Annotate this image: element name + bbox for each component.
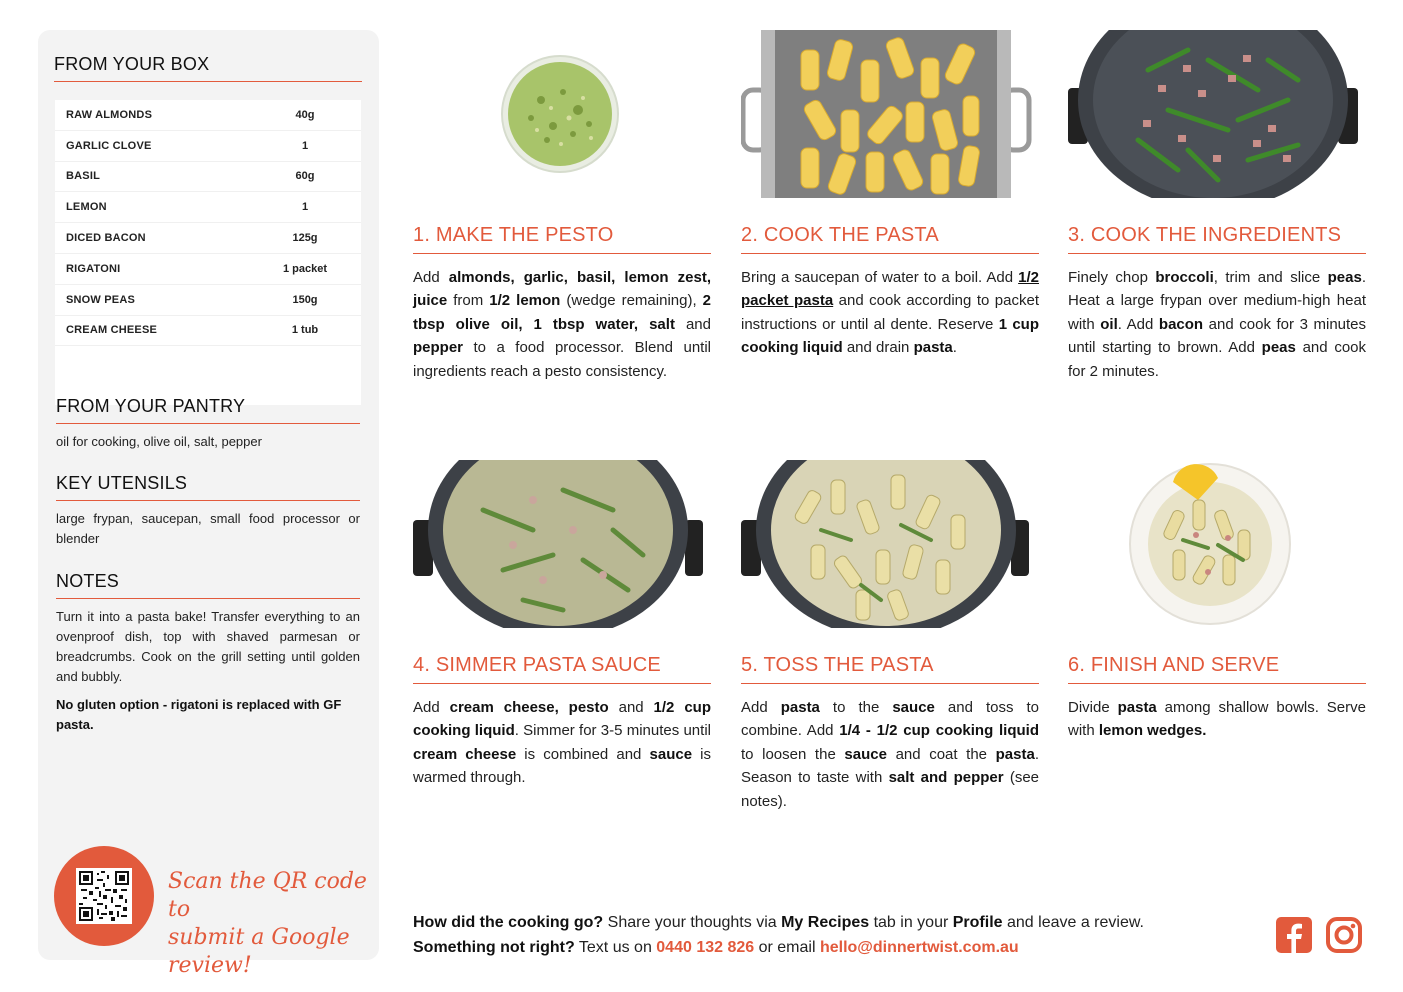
- qr-caption: [168, 868, 368, 980]
- divider: [413, 253, 711, 254]
- divider: [56, 500, 360, 501]
- notes-gluten-free: No gluten option - rigatoni is replaced with GF pasta.: [56, 697, 342, 732]
- utensils-text: large frypan, saucepan, small food processor or blender: [56, 511, 360, 546]
- ingredient-row: [55, 316, 361, 347]
- utensils-title: KEY UTENSILS: [56, 473, 188, 493]
- ingredient-row: [55, 100, 361, 131]
- sidebar: [38, 30, 379, 978]
- ingredient-qty: 1: [301, 139, 309, 152]
- ingredient-qty: 1 tub: [291, 324, 319, 337]
- instagram-icon[interactable]: [1325, 916, 1363, 954]
- step-1: [413, 30, 711, 383]
- step-title: 3. COOK THE INGREDIENTS: [1068, 224, 1342, 246]
- divider: [1068, 683, 1366, 684]
- ingredient-qty: 60g: [295, 170, 315, 183]
- step-title: 5. TOSS THE PASTA: [741, 654, 934, 676]
- ingredient-row: [55, 254, 361, 285]
- ingredient-row: [55, 192, 361, 223]
- ingredient-row: [55, 285, 361, 316]
- divider: [56, 423, 360, 424]
- pesto-bowl-photo: [413, 30, 711, 198]
- ingredient-qty: 1: [301, 201, 309, 214]
- ingredient-name: RIGATONI: [66, 262, 121, 275]
- pasta-saucepan-photo: [741, 30, 1039, 198]
- notes-section: [56, 571, 360, 735]
- from-your-box-section: [54, 54, 362, 82]
- ingredient-name: CREAM CHEESE: [66, 324, 158, 337]
- step-title: 1. MAKE THE PESTO: [413, 224, 614, 246]
- divider: [1068, 253, 1366, 254]
- qr-caption-line-2: submit a Google review!: [168, 925, 350, 978]
- step-4: [413, 460, 711, 790]
- utensils-section: [56, 473, 360, 549]
- notes-text: Turn it into a pasta bake! Transfer everything to an ovenproof dish, top with shaved parmesan or breadcrumbs. Cook on the grill setting until golden and bubbly.: [56, 609, 360, 684]
- ingredients-table: [55, 100, 361, 405]
- notes-title: NOTES: [56, 571, 120, 591]
- ingredient-qty: 150g: [292, 293, 318, 306]
- step-text: Divide pasta among shallow bowls. Serve with lemon wedges.: [1068, 699, 1366, 740]
- ingredient-name: RAW ALMONDS: [66, 108, 153, 121]
- phone-link[interactable]: 0440 132 826: [656, 939, 755, 956]
- ingredient-row: [55, 162, 361, 193]
- creamy-sauce-frypan-photo: [413, 460, 711, 628]
- pantry-section: [56, 396, 360, 452]
- divider: [741, 683, 1039, 684]
- step-6: [1068, 460, 1366, 743]
- footer: [413, 910, 1144, 960]
- divider: [56, 598, 360, 599]
- qr-code-icon[interactable]: [76, 868, 132, 924]
- divider: [413, 683, 711, 684]
- step-text: Add cream cheese, pesto and 1/2 cup cooking liquid. Simmer for 3-5 minutes until cream cheese is combined and sauce is warmed through.: [413, 699, 711, 787]
- ingredient-row: [55, 131, 361, 162]
- ingredient-name: LEMON: [66, 201, 107, 214]
- served-pasta-bowl-photo: [1068, 460, 1366, 628]
- step-title: 2. COOK THE PASTA: [741, 224, 939, 246]
- step-text: Finely chop broccoli, trim and slice peas. Heat a large frypan over medium-high heat with oil. Add bacon and cook for 3 minutes until starting to brown. Add peas and cook for 2 minutes.: [1068, 269, 1367, 380]
- step-text: Bring a saucepan of water to a boil. Add 1/2 packet pasta and cook according to packet instructions or until al dente. Reserve 1 cup cooking liquid and drain pasta.: [741, 269, 1039, 357]
- divider: [741, 253, 1039, 254]
- divider: [54, 81, 362, 82]
- step-3: [1068, 30, 1366, 383]
- email-link[interactable]: hello@dinnertwist.com.au: [819, 939, 1019, 956]
- step-5: [741, 460, 1039, 813]
- ingredient-qty: 1 packet: [282, 262, 328, 275]
- qr-code-badge[interactable]: [54, 846, 154, 946]
- tossed-pasta-frypan-photo: [741, 460, 1039, 628]
- bacon-peas-frypan-photo: [1068, 30, 1366, 198]
- step-2: [741, 30, 1039, 360]
- facebook-icon[interactable]: [1275, 916, 1313, 954]
- ingredient-name: DICED BACON: [66, 232, 146, 245]
- from-your-box-title: FROM YOUR BOX: [54, 54, 210, 74]
- step-title: 4. SIMMER PASTA SAUCE: [413, 654, 661, 676]
- ingredient-name: SNOW PEAS: [66, 293, 136, 306]
- step-text: Add pasta to the sauce and toss to combine. Add 1/4 - 1/2 cup cooking liquid to loosen the sauce and coat the pasta. Season to taste with salt and pepper (see notes).: [741, 699, 1040, 810]
- pantry-title: FROM YOUR PANTRY: [56, 396, 246, 416]
- ingredient-qty: 125g: [292, 232, 318, 245]
- step-title: 6. FINISH AND SERVE: [1068, 654, 1280, 676]
- ingredient-name: GARLIC CLOVE: [66, 139, 152, 152]
- step-text: Add almonds, garlic, basil, lemon zest, juice from 1/2 lemon (wedge remaining), 2 tbsp olive oil, 1 tbsp water, salt and pepper to a food processor. Blend until ingredients reach a pesto consistency.: [413, 269, 712, 380]
- footer-line-1: How did the cooking go? Share your thoughts via My Recipes tab in your Profile and leave a review.: [413, 914, 1144, 931]
- qr-caption-line-1: Scan the QR code to: [168, 869, 367, 922]
- ingredient-qty: 40g: [295, 108, 315, 121]
- footer-line-2: Something not right? Text us on 0440 132 826 or email hello@dinnertwist.com.au: [413, 939, 1019, 956]
- pantry-text: oil for cooking, olive oil, salt, pepper: [56, 434, 262, 449]
- ingredient-row: [55, 223, 361, 254]
- ingredient-name: BASIL: [66, 170, 100, 183]
